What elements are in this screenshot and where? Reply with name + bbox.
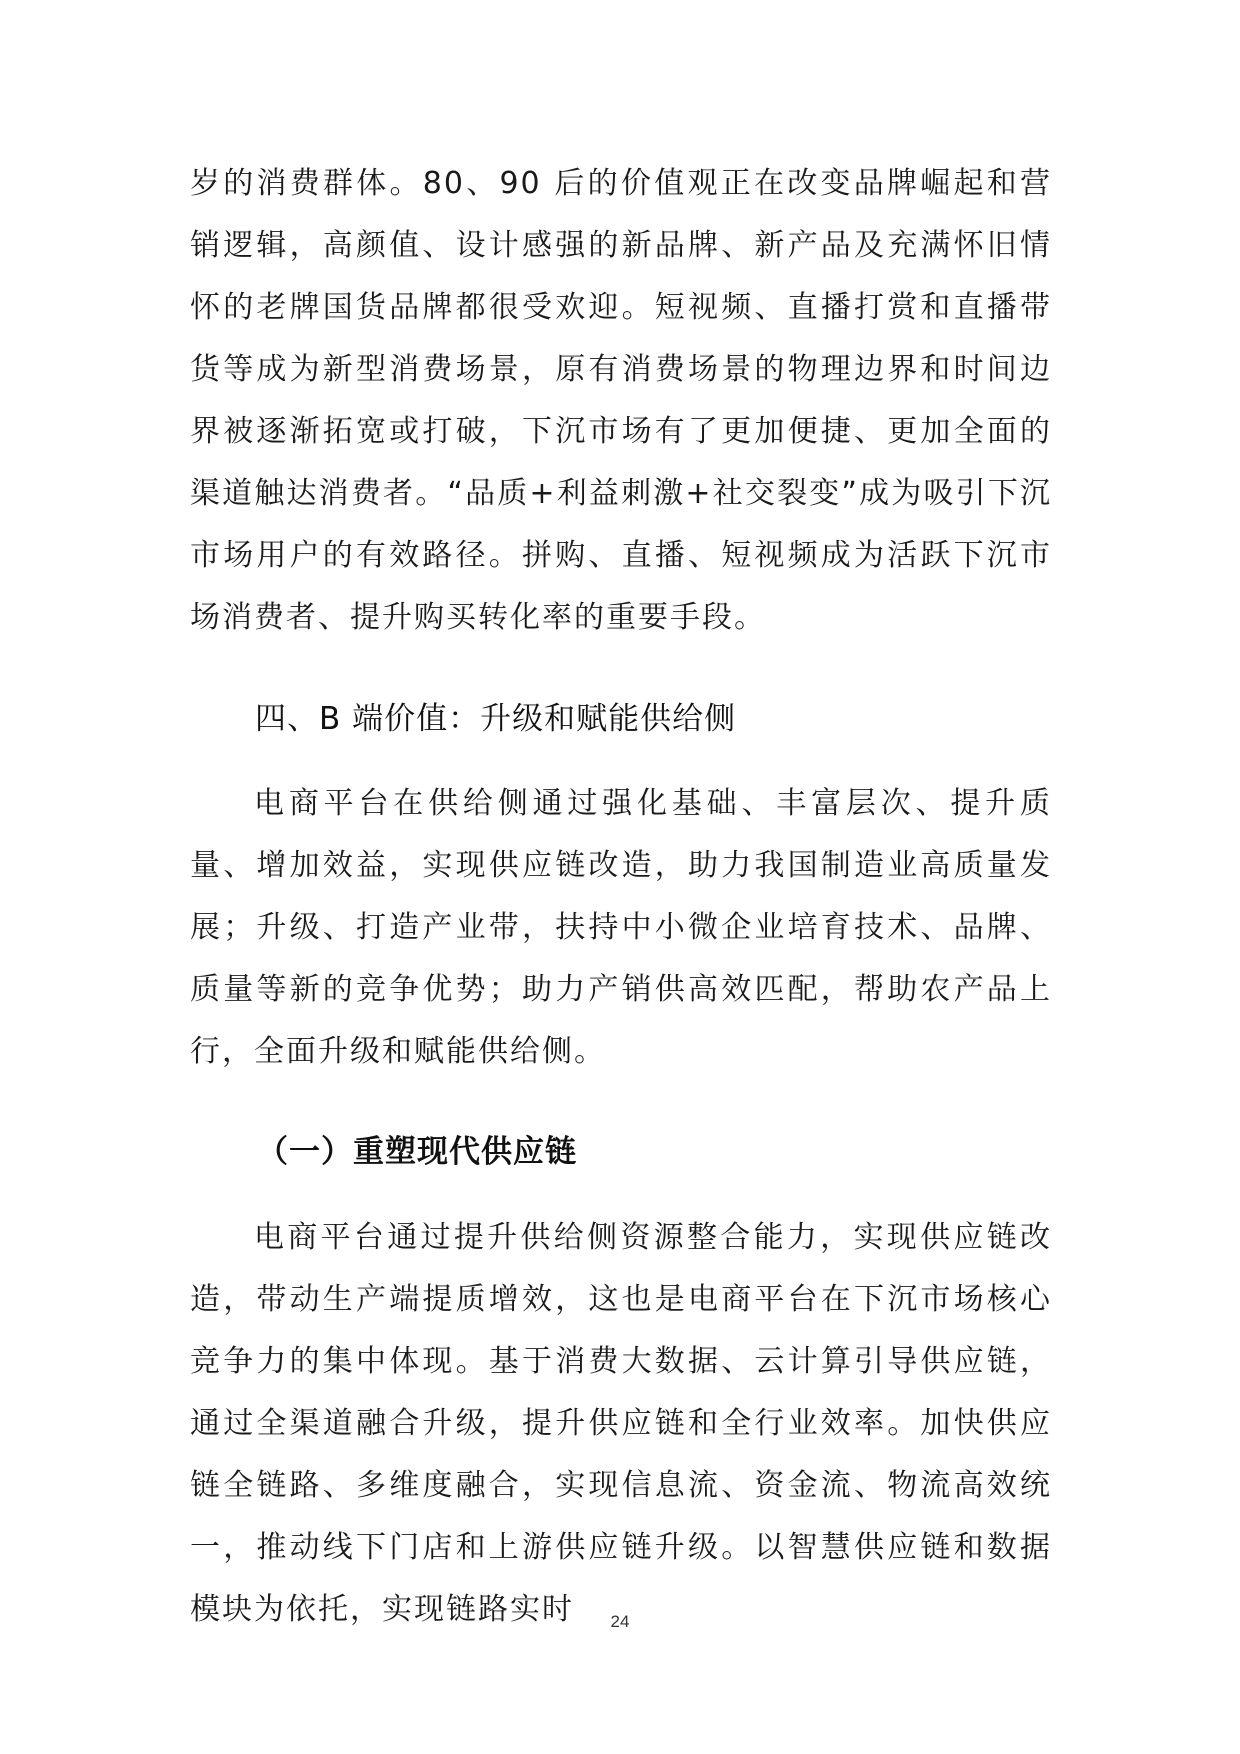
subsection-heading: （一）重塑现代供应链	[257, 1134, 577, 1170]
page-number: 24	[610, 1612, 630, 1631]
section-paragraph: 电商平台在供给侧通过强化基础、丰富层次、提升质量、增加效益，实现供应链改造，助力我国制造业高质量发展；升级、打造产业带，扶持中小微企业培育技术、品牌、质量等新的竞争优势；助力产销供高效匹配，帮助农产品上行，全面升级和赋能供给侧。	[190, 786, 1052, 1069]
section-heading: 四、B 端价值：升级和赋能供给侧	[255, 701, 737, 737]
paragraph-continued: 岁的消费群体。80、90 后的价值观正在改变品牌崛起和营销逻辑，高颜值、设计感强的新品牌、新产品及充满怀旧情怀的老牌国货品牌都很受欢迎。短视频、直播打赏和直播带货等成为新型消费场景，原有消费场景的物理边界和时间边界被逐渐拓宽或打破，下沉市场有了更加便捷、更加全面的渠道触达消费者。“品质+利益刺激+社交裂变”成为吸引下沉市场用户的有效路径。拼购、直播、短视频成为活跃下沉市场消费者、提升购买转化率的重要手段。	[190, 166, 1052, 635]
subsection-paragraph: 电商平台通过提升供给侧资源整合能力，实现供应链改造，带动生产端提质增效，这也是电商平台在下沉市场核心竞争力的集中体现。基于消费大数据、云计算引导供应链，通过全渠道融合升级，提升供应链和全行业效率。加快供应链全链路、多维度融合，实现信息流、资金流、物流高效统一，推动线下门店和上游供应链升级。以智慧供应链和数据模块为依托，实现链路实时	[190, 1220, 1052, 1627]
